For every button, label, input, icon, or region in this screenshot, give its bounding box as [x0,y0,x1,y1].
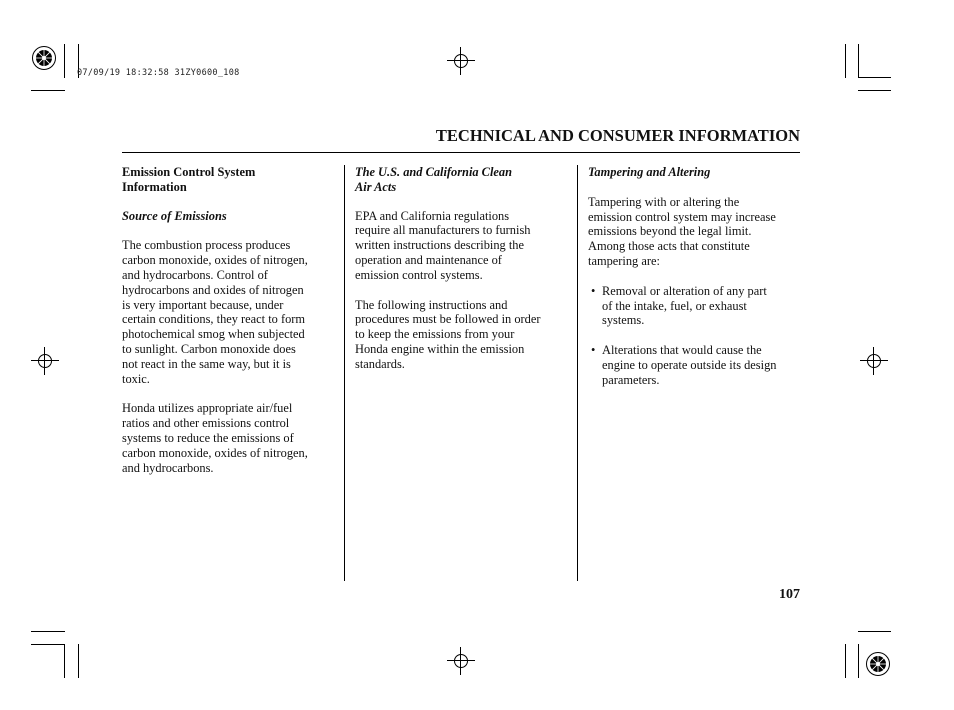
paragraph-epa-regulations: EPA and California regulations require all manufacturers to furnish written instructions describing the operation and maintenance of emission control systems. [355,208,531,282]
registration-mark-top-left [31,45,57,71]
column-clean-air-acts [355,165,570,372]
paragraph-tampering-intro: Tampering with or altering the emission control system may increase emissions beyond the legal limit. Among those acts that constitute tampering are: [588,194,776,268]
crosshair-mark-top [447,47,475,75]
list-item: • Removal or alteration of any part of the intake, fuel, or exhaust systems. [591,283,767,328]
crop-mark [31,90,65,91]
crop-mark [64,44,65,78]
crop-mark [858,644,859,678]
heading-clean-air-acts: The U.S. and California Clean Air Acts [355,165,512,194]
paragraph-honda-air-fuel: Honda utilizes appropriate air/fuel ratios and other emissions control systems to reduce the emissions of carbon monoxide, oxides of nitrogen, and hydrocarbons. [122,401,308,475]
crosshair-mark-left [31,347,59,375]
registration-mark-bottom-right [865,651,891,677]
heading-tampering: Tampering and Altering [588,165,711,179]
section-title: TECHNICAL AND CONSUMER INFORMATION [435,126,800,145]
bullet-icon: • [591,283,596,298]
print-stamp: 07/09/19 18:32:58 31ZY0600_108 [77,68,240,78]
crop-mark [845,44,846,78]
crosshair-mark-bottom [447,647,475,675]
column-divider-2 [577,165,578,581]
list-item: • Alterations that would cause the engine to operate outside its design parameters. [591,343,777,387]
crop-mark [78,644,79,678]
crop-mark [858,77,891,78]
crop-mark [858,44,859,78]
crop-mark [858,90,891,91]
heading-emission-control: Emission Control System Information [122,165,256,194]
column-emission-control [122,165,337,475]
paragraph-following-instructions: The following instructions and procedures must be followed in order to keep the emissions from your Honda engine within the emission standards. [355,297,541,371]
crop-mark [31,644,65,645]
crosshair-mark-right [860,347,888,375]
column-divider-1 [344,165,345,581]
page-number: 107 [779,587,800,602]
crop-mark [845,644,846,678]
column-tampering [588,165,803,388]
bullet-icon: • [591,343,596,358]
crop-mark [64,644,65,678]
paragraph-combustion: The combustion process produces carbon monoxide, oxides of nitrogen, and hydrocarbons. Control of hydrocarbons and oxides of nitrogen is very important because, under certain conditions, they react to form photochemical smog when subjected to sunlight. Carbon monoxide does not react in the same way, but it is toxic. [122,238,308,386]
header-rule [122,152,800,153]
crop-mark [31,631,65,632]
crop-mark [858,631,891,632]
subheading-source-of-emissions: Source of Emissions [122,208,227,223]
